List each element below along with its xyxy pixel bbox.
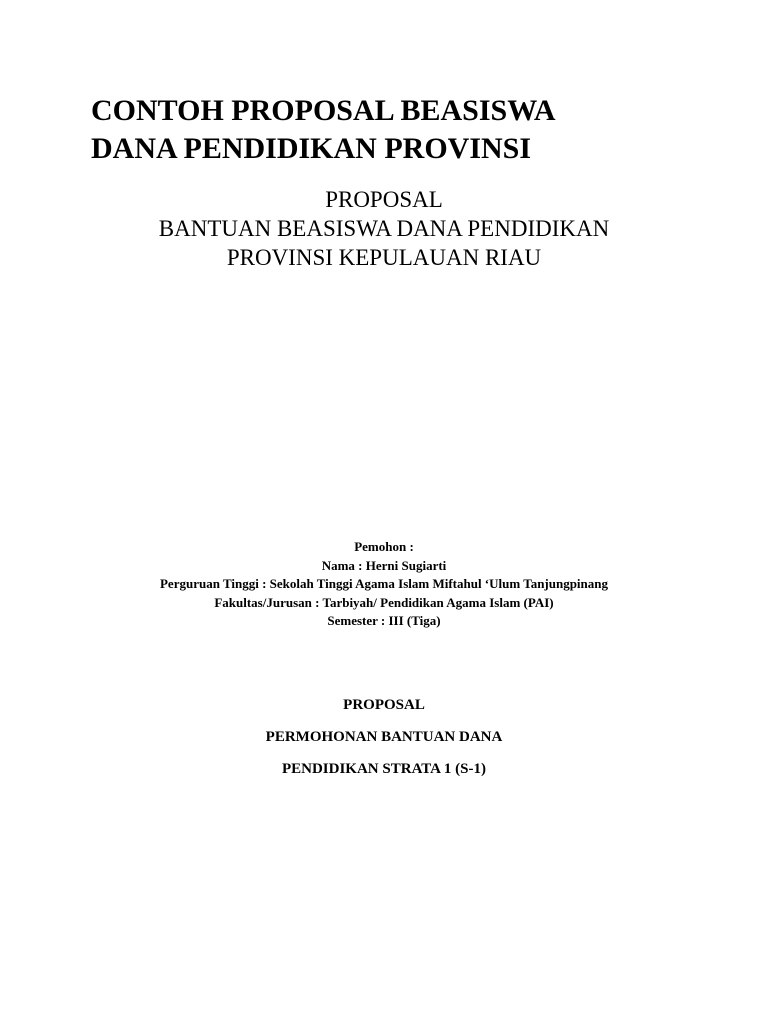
applicant-name: Nama : Herni Sugiarti xyxy=(321,557,447,573)
applicant-info xyxy=(0,538,768,631)
applicant-semester: Semester : III (Tiga) xyxy=(327,613,441,628)
proposal-heading xyxy=(0,185,768,272)
proposal-heading-line-3: PROVINSI KEPULAUAN RIAU xyxy=(226,245,542,270)
request-heading-line-2: PERMOHONAN BANTUAN DANA xyxy=(265,729,503,745)
applicant-faculty: Fakultas/Jurusan : Tarbiyah/ Pendidikan Agama Islam (PAI) xyxy=(214,594,554,610)
proposal-heading-line-1: PROPOSAL xyxy=(325,187,443,212)
proposal-heading-line-2: BANTUAN BEASISWA DANA PENDIDIKAN xyxy=(158,216,610,241)
document-title-line-2: DANA PENDIDIKAN PROVINSI xyxy=(91,132,532,165)
applicant-label: Pemohon : xyxy=(354,539,414,554)
document-title-line-1: CONTOH PROPOSAL BEASISWA xyxy=(91,94,556,127)
applicant-university: Perguruan Tinggi : Sekolah Tinggi Agama Islam Miftahul ‘Ulum Tanjungpinang xyxy=(159,576,609,591)
request-heading-line-1: PROPOSAL xyxy=(343,697,425,713)
document-title xyxy=(91,92,711,168)
request-heading xyxy=(0,695,768,791)
request-heading-line-3: PENDIDIKAN STRATA 1 (S-1) xyxy=(281,761,487,777)
